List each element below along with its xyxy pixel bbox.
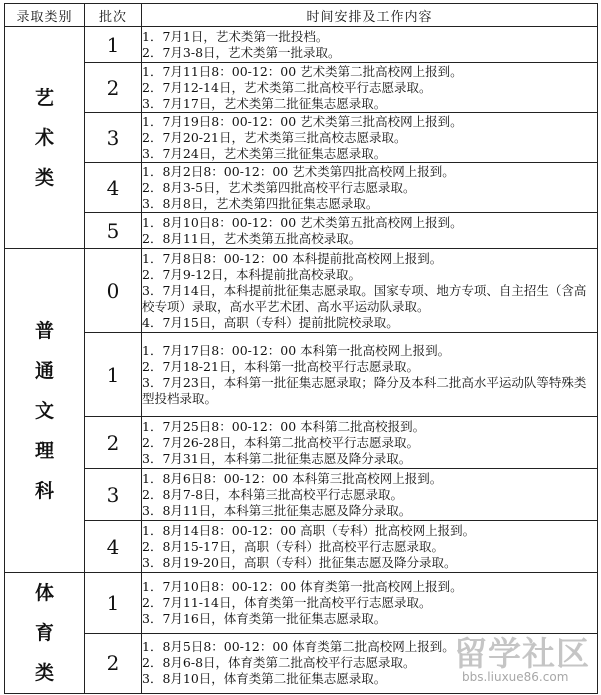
header-row — [5, 4, 598, 27]
table-row — [5, 113, 598, 163]
header-content: 时间安排及工作内容 — [142, 4, 598, 27]
schedule-line: 3．8月19-20日，高职（专科）批征集志愿及降分录取。 — [142, 554, 457, 570]
schedule-line: 2．8月3-5日，艺术类第四批高校平行志愿录取。 — [142, 179, 416, 195]
table-row — [5, 633, 598, 694]
content-cell — [142, 113, 598, 163]
watermark-url: bbs.liuxue86.com — [462, 670, 569, 684]
schedule-line: 3．8月10日，体育类第二批征集志愿录取。 — [142, 671, 387, 687]
category-char: 文 — [34, 399, 54, 422]
schedule-line: 2．7月18-21日，本科第一批高校平行志愿录取。 — [142, 358, 419, 374]
batch-cell: 3 — [85, 113, 142, 163]
batch-cell: 3 — [85, 469, 142, 521]
category-char: 科 — [34, 479, 54, 502]
table-row — [5, 249, 598, 333]
content-cell — [142, 163, 598, 213]
batch-cell: 5 — [85, 213, 142, 249]
schedule-line: 1．7月8日8：00-12：00 本科提前批高校网上报到。 — [142, 250, 443, 266]
content-cell — [142, 417, 598, 469]
schedule-line: 1．7月10日8：00-12：00 体育类第一批高校网上报到。 — [142, 578, 463, 594]
schedule-line: 3．8月11日，本科第三批征集志愿及降分录取。 — [142, 502, 412, 518]
schedule-line: 2．8月6-8日，体育类第二批高校平行志愿录取。 — [142, 655, 416, 671]
schedule-line: 3．7月31日，本科第二批征集志愿及降分录取。 — [142, 450, 412, 466]
schedule-line: 1．7月19日8：00-12：00 艺术类第三批高校网上报到。 — [142, 113, 463, 129]
category-char: 类 — [34, 662, 54, 684]
schedule-line: 3．7月24日，艺术类第三批征集志愿录取。 — [142, 145, 387, 161]
category-char: 类 — [34, 166, 54, 189]
schedule-line: 3．8月8日，艺术类第四批征集志愿录取。 — [142, 195, 379, 211]
schedule-line: 2．7月20-21日，艺术类第三批高校志愿录取。 — [142, 129, 407, 145]
schedule-line: 1．7月11日8：00-12：00 艺术类第二批高校网上报到。 — [142, 63, 463, 79]
schedule-line: 1．7月17日8：00-12：00 本科第一批高校网上报到。 — [142, 342, 451, 358]
table-row — [5, 469, 598, 521]
batch-cell: 2 — [85, 633, 142, 694]
category-char: 术 — [34, 126, 54, 149]
category-cell — [5, 573, 85, 694]
table-row — [5, 417, 598, 469]
category-char: 育 — [34, 622, 54, 644]
content-cell — [142, 249, 598, 333]
table-row — [5, 63, 598, 113]
category-char: 艺 — [34, 86, 54, 109]
table-row — [5, 213, 598, 249]
schedule-line: 1．8月10日8：00-12：00 艺术类第五批高校网上报到。 — [142, 214, 463, 230]
schedule-line: 2．7月3-8日，艺术类第一批录取。 — [142, 44, 341, 60]
schedule-line: 1．8月6日8：00-12：00 本科第三批高校网上报到。 — [142, 470, 443, 486]
schedule-line: 1．7月25日8：00-12：00 本科第二批高校报到。 — [142, 418, 426, 434]
header-batch: 批次 — [85, 4, 142, 27]
schedule-line: 1．8月5日8：00-12：00 体育类第二批高校网上报到。 — [142, 639, 455, 655]
watermark-logo-text: 留学社区 — [454, 634, 590, 673]
batch-cell: 2 — [85, 417, 142, 469]
batch-cell: 4 — [85, 521, 142, 573]
schedule-line: 1．7月1日，艺术类第一批投档。 — [142, 28, 329, 44]
table-row — [5, 27, 598, 63]
table-row — [5, 573, 598, 634]
schedule-line: 4．7月15日，高职（专科）提前批院校录取。 — [142, 314, 399, 330]
batch-cell: 1 — [85, 573, 142, 634]
schedule-line: 2．7月11-14日，体育类第一批高校平行志愿录取。 — [142, 594, 432, 610]
content-cell — [142, 469, 598, 521]
content-cell — [142, 63, 598, 113]
schedule-body — [5, 27, 598, 694]
batch-cell: 1 — [85, 27, 142, 63]
schedule-line: 3．7月14日，本科提前批征集志愿录取。国家专项、地方专项、自主招生（含高校专项）录取，高水平艺术团、高水平运动队录取。 — [142, 282, 587, 314]
table-row — [5, 333, 598, 417]
schedule-line: 3．7月23日，本科第一批征集志愿录取；降分及本科二批高水平运动队等特殊类型投档录取。 — [142, 374, 587, 406]
batch-cell: 1 — [85, 333, 142, 417]
schedule-line: 2．7月26-28日，本科第二批高校平行志愿录取。 — [142, 434, 419, 450]
category-cell — [5, 27, 85, 249]
batch-cell: 2 — [85, 63, 142, 113]
schedule-line: 2．8月11日，艺术类第五批高校录取。 — [142, 230, 362, 246]
content-cell — [142, 27, 598, 63]
category-cell — [5, 249, 85, 573]
schedule-line: 1．8月2日8：00-12：00 艺术类第四批高校网上报到。 — [142, 163, 455, 179]
header-category: 录取类别 — [5, 4, 85, 27]
content-cell — [142, 573, 598, 634]
schedule-line: 2．7月12-14日，艺术类第二批高校平行志愿录取。 — [142, 79, 432, 95]
category-char: 理 — [34, 439, 54, 462]
content-cell — [142, 521, 598, 573]
table-row — [5, 163, 598, 213]
schedule-table — [4, 3, 598, 694]
category-char: 通 — [34, 359, 54, 382]
schedule-line: 2．8月7-8日，本科第三批高校平行志愿录取。 — [142, 486, 404, 502]
batch-cell: 4 — [85, 163, 142, 213]
schedule-line: 3．7月16日，体育类第一批征集志愿录取。 — [142, 610, 387, 626]
schedule-line: 3．7月17日，艺术类第二批征集志愿录取。 — [142, 95, 387, 111]
content-cell — [142, 633, 598, 694]
content-cell — [142, 213, 598, 249]
schedule-line: 2．8月15-17日，高职（专科）批高校平行志愿录取。 — [142, 538, 444, 554]
batch-cell: 0 — [85, 249, 142, 333]
category-char: 体 — [34, 582, 54, 604]
category-char: 普 — [34, 319, 54, 342]
schedule-line: 1．8月14日8：00-12：00 高职（专科）批高校网上报到。 — [142, 522, 476, 538]
table-row — [5, 521, 598, 573]
content-cell — [142, 333, 598, 417]
schedule-line: 2．7月9-12日，本科提前批高校录取。 — [142, 266, 361, 282]
